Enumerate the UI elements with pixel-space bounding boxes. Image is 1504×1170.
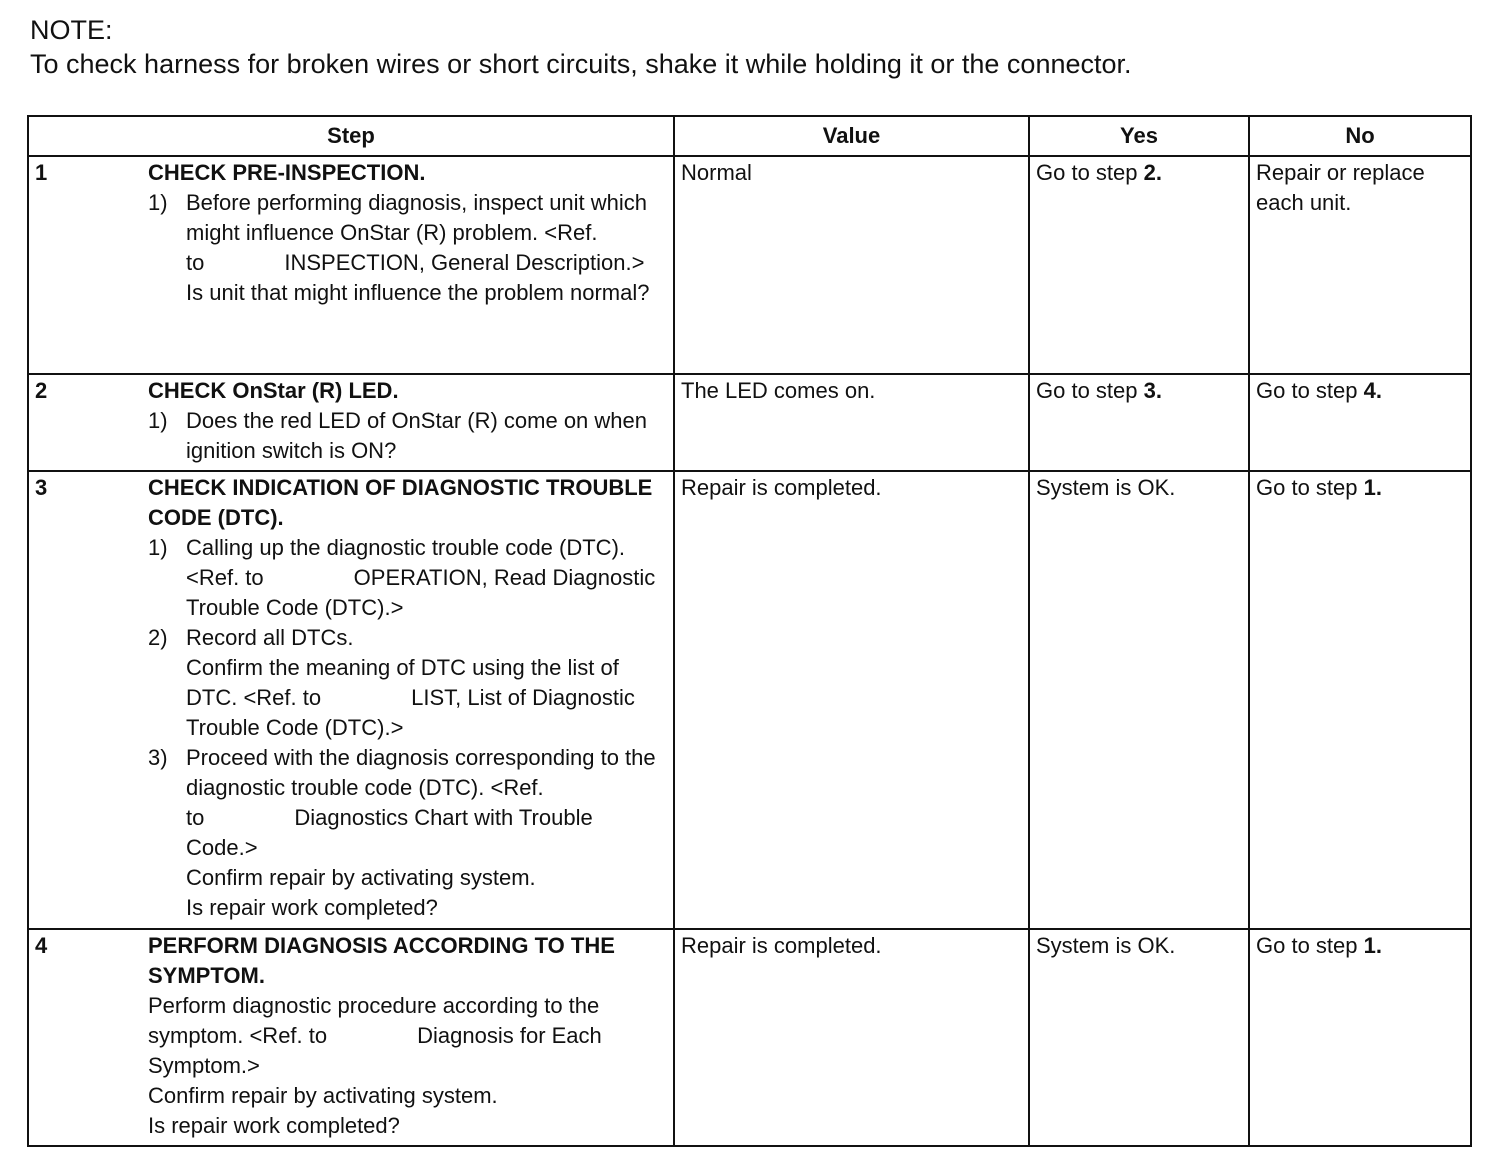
step-cell	[28, 471, 674, 929]
no-cell	[1249, 471, 1471, 929]
yes-text: Go to step	[1036, 378, 1144, 403]
no-step: 1.	[1363, 475, 1382, 500]
step-cell	[28, 156, 674, 374]
step-cell	[28, 929, 674, 1146]
question-text: Is unit that might influence the problem normal?	[186, 280, 650, 305]
yes-text: System is OK.	[1036, 933, 1176, 958]
sub-step	[148, 533, 667, 623]
no-text: Go to step	[1256, 933, 1364, 958]
step-number: 4	[35, 933, 48, 958]
no-text: Go to step	[1256, 475, 1364, 500]
table-row	[28, 929, 1471, 1146]
question-text: Is repair work completed?	[186, 895, 438, 920]
no-text: Repair or replace each unit.	[1256, 160, 1425, 215]
step-number: 2	[35, 378, 48, 403]
note-block	[30, 13, 1132, 81]
sub-step	[148, 188, 667, 308]
sub-step-number: 2)	[148, 625, 168, 650]
value-cell: Repair is completed.	[674, 471, 1029, 929]
value-cell: The LED comes on.	[674, 374, 1029, 471]
table-header-row	[28, 116, 1471, 156]
step-number: 1	[35, 160, 48, 185]
no-text: Go to step	[1256, 378, 1364, 403]
sub-step	[148, 623, 667, 743]
value-cell: Normal	[674, 156, 1029, 374]
no-step: 1.	[1363, 933, 1382, 958]
sub-step-text: Proceed with the diagnosis corresponding to the diagnostic trouble code (DTC). <Ref. to	[186, 745, 656, 830]
table-row	[28, 471, 1471, 929]
ref-prefix: <Ref. to	[186, 220, 598, 275]
table-row	[28, 374, 1471, 471]
step-text: Confirm repair by activating system.	[148, 1083, 498, 1108]
yes-step: 2.	[1143, 160, 1162, 185]
step-cell	[28, 374, 674, 471]
step-title: CHECK INDICATION OF DIAGNOSTIC TROUBLE CODE (DTC).	[148, 475, 653, 530]
header-yes: Yes	[1029, 116, 1249, 156]
table-row	[28, 156, 1471, 374]
yes-cell	[1029, 156, 1249, 374]
header-step: Step	[28, 116, 674, 156]
sub-step-text: Record all DTCs.	[186, 625, 354, 650]
ref-target: Diagnostics Chart with Trouble Code.>	[186, 805, 593, 860]
yes-text: System is OK.	[1036, 475, 1176, 500]
yes-text: Go to step	[1036, 160, 1144, 185]
yes-cell	[1029, 929, 1249, 1146]
step-title: CHECK PRE-INSPECTION.	[148, 160, 426, 185]
sub-step-text: Does the red LED of OnStar (R) come on when ignition switch is ON?	[186, 408, 647, 463]
sub-step	[148, 406, 667, 466]
no-cell	[1249, 929, 1471, 1146]
sub-step	[148, 743, 667, 923]
sub-step-text: Before performing diagnosis, inspect unit which might influence OnStar (R) problem.	[186, 190, 648, 245]
sub-step-number: 1)	[148, 190, 168, 215]
yes-cell	[1029, 471, 1249, 929]
sub-step-text: Confirm repair by activating system.	[186, 865, 536, 890]
step-number: 3	[35, 475, 48, 500]
sub-step-text: Calling up the diagnostic trouble code (DTC). <Ref. to	[186, 535, 626, 590]
no-cell	[1249, 156, 1471, 374]
note-label: NOTE:	[30, 15, 113, 45]
step-text: Perform diagnostic procedure according to the symptom. <Ref. to	[148, 993, 600, 1048]
sub-step-number: 3)	[148, 745, 168, 770]
step-title: CHECK OnStar (R) LED.	[148, 378, 399, 403]
diagnostic-table	[27, 115, 1472, 1147]
yes-cell	[1029, 374, 1249, 471]
note-text: To check harness for broken wires or short circuits, shake it while holding it or the connector.	[30, 49, 1132, 79]
sub-step-number: 1)	[148, 535, 168, 560]
ref-target: OPERATION, Read Diagnostic Trouble Code (DTC).>	[186, 565, 656, 620]
sub-step-number: 1)	[148, 408, 168, 433]
question-text: Is repair work completed?	[148, 1113, 400, 1138]
yes-step: 3.	[1143, 378, 1162, 403]
step-title: PERFORM DIAGNOSIS ACCORDING TO THE SYMPTOM.	[148, 933, 615, 988]
value-cell: Repair is completed.	[674, 929, 1029, 1146]
no-step: 4.	[1363, 378, 1382, 403]
header-no: No	[1249, 116, 1471, 156]
ref-target: INSPECTION, General Description.>	[284, 250, 645, 275]
no-cell	[1249, 374, 1471, 471]
ref-target: LIST, List of Diagnostic Trouble Code (DTC).>	[186, 685, 635, 740]
header-value: Value	[674, 116, 1029, 156]
sub-step-text: Confirm the meaning of DTC using the list of DTC. <Ref. to	[186, 655, 619, 710]
ref-target: Diagnosis for Each Symptom.>	[148, 1023, 602, 1078]
